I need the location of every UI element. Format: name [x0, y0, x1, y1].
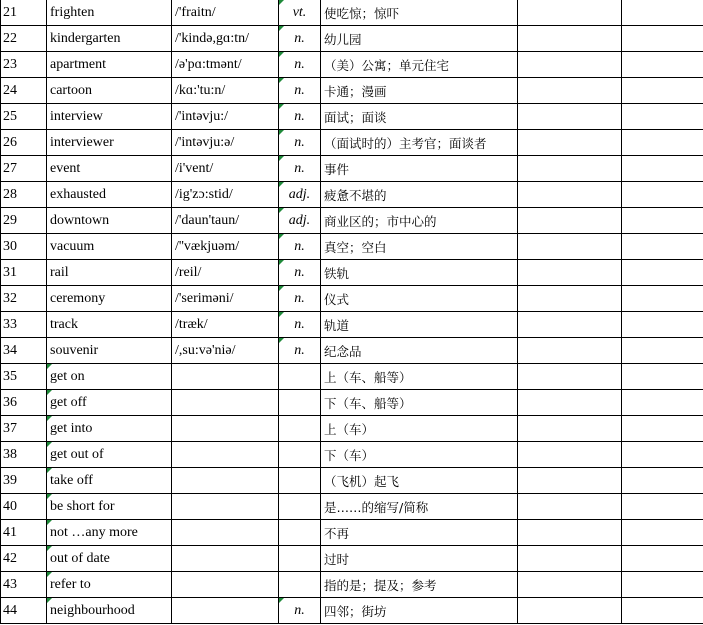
empty-cell[interactable]	[622, 52, 703, 78]
row-number-cell[interactable]: 22	[1, 26, 47, 52]
part-of-speech-cell[interactable]: n.	[279, 286, 321, 312]
word-cell[interactable]: downtown	[47, 208, 172, 234]
table-row	[1, 26, 703, 52]
part-of-speech-cell[interactable]	[279, 390, 321, 416]
empty-cell[interactable]	[518, 52, 622, 78]
empty-cell[interactable]	[622, 26, 703, 52]
empty-cell[interactable]	[622, 286, 703, 312]
empty-cell[interactable]	[518, 26, 622, 52]
word-cell[interactable]: cartoon	[47, 78, 172, 104]
row-number-cell[interactable]: 36	[1, 390, 47, 416]
meaning-cell[interactable]: 面试；面谈	[321, 104, 518, 130]
table-row	[1, 442, 703, 468]
meaning-cell[interactable]: 幼儿园	[321, 26, 518, 52]
empty-cell[interactable]	[518, 260, 622, 286]
table-row	[1, 598, 703, 624]
phonetic-cell[interactable]	[172, 390, 279, 416]
row-number-cell[interactable]: 43	[1, 572, 47, 598]
empty-cell[interactable]	[622, 0, 703, 26]
empty-cell[interactable]	[518, 390, 622, 416]
empty-cell[interactable]	[622, 130, 703, 156]
empty-cell[interactable]	[622, 390, 703, 416]
word-cell[interactable]: be short for	[47, 494, 172, 520]
row-number-cell[interactable]: 32	[1, 286, 47, 312]
part-of-speech-cell[interactable]: n.	[279, 52, 321, 78]
part-of-speech-cell[interactable]	[279, 416, 321, 442]
part-of-speech-cell[interactable]	[279, 572, 321, 598]
table-row	[1, 130, 703, 156]
part-of-speech-cell[interactable]: n.	[279, 78, 321, 104]
word-cell[interactable]: apartment	[47, 52, 172, 78]
empty-cell[interactable]	[518, 338, 622, 364]
empty-cell[interactable]	[518, 208, 622, 234]
row-number-cell[interactable]: 27	[1, 156, 47, 182]
row-number-cell[interactable]: 40	[1, 494, 47, 520]
meaning-cell[interactable]: 疲惫不堪的	[321, 182, 518, 208]
phonetic-cell[interactable]: /'fraitn/	[172, 0, 279, 26]
empty-cell[interactable]	[518, 416, 622, 442]
table-row	[1, 234, 703, 260]
empty-cell[interactable]	[622, 182, 703, 208]
empty-cell[interactable]	[518, 598, 622, 624]
phonetic-cell[interactable]: /ig'zɔ:stid/	[172, 182, 279, 208]
row-number-cell[interactable]: 31	[1, 260, 47, 286]
meaning-cell[interactable]: 纪念品	[321, 338, 518, 364]
meaning-cell[interactable]: 使吃惊；惊吓	[321, 0, 518, 26]
empty-cell[interactable]	[518, 156, 622, 182]
meaning-cell[interactable]: （美）公寓；单元住宅	[321, 52, 518, 78]
row-number-cell[interactable]: 44	[1, 598, 47, 624]
part-of-speech-cell[interactable]: n.	[279, 598, 321, 624]
table-row	[1, 338, 703, 364]
empty-cell[interactable]	[518, 442, 622, 468]
meaning-cell[interactable]: 铁轨	[321, 260, 518, 286]
phonetic-cell[interactable]	[172, 520, 279, 546]
empty-cell[interactable]	[622, 338, 703, 364]
row-number-cell[interactable]: 30	[1, 234, 47, 260]
phonetic-cell[interactable]	[172, 364, 279, 390]
word-cell[interactable]: rail	[47, 260, 172, 286]
table-row	[1, 208, 703, 234]
word-cell[interactable]: interview	[47, 104, 172, 130]
meaning-cell[interactable]: 不再	[321, 520, 518, 546]
meaning-cell[interactable]: 仪式	[321, 286, 518, 312]
meaning-cell[interactable]: 上（车）	[321, 416, 518, 442]
table-row	[1, 494, 703, 520]
meaning-cell[interactable]: 上（车、船等）	[321, 364, 518, 390]
table-row	[1, 520, 703, 546]
word-cell[interactable]: ceremony	[47, 286, 172, 312]
part-of-speech-cell[interactable]: vt.	[279, 0, 321, 26]
part-of-speech-cell[interactable]	[279, 364, 321, 390]
table-row	[1, 156, 703, 182]
empty-cell[interactable]	[518, 546, 622, 572]
word-cell[interactable]: vacuum	[47, 234, 172, 260]
meaning-cell[interactable]: 下（车）	[321, 442, 518, 468]
empty-cell[interactable]	[518, 234, 622, 260]
part-of-speech-cell[interactable]	[279, 494, 321, 520]
row-number-cell[interactable]: 42	[1, 546, 47, 572]
phonetic-cell[interactable]: /ə'pɑ:tmənt/	[172, 52, 279, 78]
meaning-cell[interactable]: 是……的缩写/简称	[321, 494, 518, 520]
row-number-cell[interactable]: 25	[1, 104, 47, 130]
table-row	[1, 546, 703, 572]
empty-cell[interactable]	[518, 0, 622, 26]
meaning-cell[interactable]: 指的是；提及；参考	[321, 572, 518, 598]
empty-cell[interactable]	[622, 468, 703, 494]
word-cell[interactable]: get off	[47, 390, 172, 416]
empty-cell[interactable]	[622, 156, 703, 182]
table-row	[1, 78, 703, 104]
word-cell[interactable]: get on	[47, 364, 172, 390]
phonetic-cell[interactable]: /'intəvju:ə/	[172, 130, 279, 156]
part-of-speech-cell[interactable]: n.	[279, 26, 321, 52]
part-of-speech-cell[interactable]: n.	[279, 130, 321, 156]
phonetic-cell[interactable]: /træk/	[172, 312, 279, 338]
row-number-cell[interactable]: 33	[1, 312, 47, 338]
phonetic-cell[interactable]: /kɑ:'tu:n/	[172, 78, 279, 104]
row-number-cell[interactable]: 23	[1, 52, 47, 78]
empty-cell[interactable]	[622, 78, 703, 104]
table-row	[1, 52, 703, 78]
word-cell[interactable]: exhausted	[47, 182, 172, 208]
meaning-cell[interactable]: 真空；空白	[321, 234, 518, 260]
table-row	[1, 0, 703, 26]
phonetic-cell[interactable]: /'kində,gɑ:tn/	[172, 26, 279, 52]
meaning-cell[interactable]: 卡通；漫画	[321, 78, 518, 104]
empty-cell[interactable]	[622, 416, 703, 442]
word-cell[interactable]: refer to	[47, 572, 172, 598]
phonetic-cell[interactable]	[172, 598, 279, 624]
part-of-speech-cell[interactable]: n.	[279, 312, 321, 338]
empty-cell[interactable]	[518, 286, 622, 312]
empty-cell[interactable]	[518, 182, 622, 208]
word-cell[interactable]: event	[47, 156, 172, 182]
table-row	[1, 390, 703, 416]
phonetic-cell[interactable]: /'seriməni/	[172, 286, 279, 312]
empty-cell[interactable]	[622, 442, 703, 468]
empty-cell[interactable]	[622, 208, 703, 234]
row-number-cell[interactable]: 21	[1, 0, 47, 26]
phonetic-cell[interactable]	[172, 442, 279, 468]
empty-cell[interactable]	[518, 468, 622, 494]
meaning-cell[interactable]: 商业区的；市中心的	[321, 208, 518, 234]
meaning-cell[interactable]: 过时	[321, 546, 518, 572]
word-cell[interactable]: neighbourhood	[47, 598, 172, 624]
table-row	[1, 468, 703, 494]
meaning-cell[interactable]: （面试时的）主考官；面谈者	[321, 130, 518, 156]
row-number-cell[interactable]: 26	[1, 130, 47, 156]
part-of-speech-cell[interactable]: n.	[279, 104, 321, 130]
word-cell[interactable]: souvenir	[47, 338, 172, 364]
phonetic-cell[interactable]	[172, 572, 279, 598]
empty-cell[interactable]	[622, 494, 703, 520]
word-cell[interactable]: track	[47, 312, 172, 338]
part-of-speech-cell[interactable]: n.	[279, 156, 321, 182]
phonetic-cell[interactable]	[172, 494, 279, 520]
part-of-speech-cell[interactable]	[279, 442, 321, 468]
phonetic-cell[interactable]: /reil/	[172, 260, 279, 286]
empty-cell[interactable]	[518, 520, 622, 546]
meaning-cell[interactable]: 轨道	[321, 312, 518, 338]
word-cell[interactable]: take off	[47, 468, 172, 494]
empty-cell[interactable]	[622, 546, 703, 572]
phonetic-cell[interactable]	[172, 416, 279, 442]
part-of-speech-cell[interactable]: n.	[279, 260, 321, 286]
meaning-cell[interactable]: 四邻；街坊	[321, 598, 518, 624]
empty-cell[interactable]	[518, 78, 622, 104]
phonetic-cell[interactable]: /'daun'taun/	[172, 208, 279, 234]
phonetic-cell[interactable]	[172, 546, 279, 572]
row-number-cell[interactable]: 24	[1, 78, 47, 104]
empty-cell[interactable]	[622, 234, 703, 260]
empty-cell[interactable]	[518, 572, 622, 598]
empty-cell[interactable]	[518, 104, 622, 130]
table-row	[1, 182, 703, 208]
word-cell[interactable]: kindergarten	[47, 26, 172, 52]
empty-cell[interactable]	[622, 520, 703, 546]
row-number-cell[interactable]: 35	[1, 364, 47, 390]
table-row	[1, 364, 703, 390]
table-row	[1, 416, 703, 442]
empty-cell[interactable]	[622, 312, 703, 338]
phonetic-cell[interactable]: /i'vent/	[172, 156, 279, 182]
part-of-speech-cell[interactable]: adj.	[279, 208, 321, 234]
part-of-speech-cell[interactable]: adj.	[279, 182, 321, 208]
row-number-cell[interactable]: 34	[1, 338, 47, 364]
word-cell[interactable]: not …any more	[47, 520, 172, 546]
word-cell[interactable]: frighten	[47, 0, 172, 26]
empty-cell[interactable]	[518, 494, 622, 520]
phonetic-cell[interactable]	[172, 468, 279, 494]
table-row	[1, 312, 703, 338]
row-number-cell[interactable]: 37	[1, 416, 47, 442]
table-row	[1, 104, 703, 130]
empty-cell[interactable]	[518, 312, 622, 338]
empty-cell[interactable]	[622, 364, 703, 390]
row-number-cell[interactable]: 41	[1, 520, 47, 546]
table-row	[1, 260, 703, 286]
word-cell[interactable]: get into	[47, 416, 172, 442]
table-row	[1, 286, 703, 312]
meaning-cell[interactable]: 事件	[321, 156, 518, 182]
phonetic-cell[interactable]: /,su:və'niə/	[172, 338, 279, 364]
empty-cell[interactable]	[518, 364, 622, 390]
word-cell[interactable]: out of date	[47, 546, 172, 572]
empty-cell[interactable]	[622, 104, 703, 130]
part-of-speech-cell[interactable]	[279, 546, 321, 572]
part-of-speech-cell[interactable]: n.	[279, 338, 321, 364]
meaning-cell[interactable]: 下（车、船等）	[321, 390, 518, 416]
empty-cell[interactable]	[622, 572, 703, 598]
phonetic-cell[interactable]: /'intəvju:/	[172, 104, 279, 130]
part-of-speech-cell[interactable]	[279, 468, 321, 494]
row-number-cell[interactable]: 28	[1, 182, 47, 208]
table-row	[1, 572, 703, 598]
meaning-cell[interactable]: （飞机）起飞	[321, 468, 518, 494]
empty-cell[interactable]	[622, 598, 703, 624]
part-of-speech-cell[interactable]: n.	[279, 234, 321, 260]
empty-cell[interactable]	[622, 260, 703, 286]
word-cell[interactable]: get out of	[47, 442, 172, 468]
phonetic-cell[interactable]: /''vækjuəm/	[172, 234, 279, 260]
part-of-speech-cell[interactable]	[279, 520, 321, 546]
row-number-cell[interactable]: 39	[1, 468, 47, 494]
row-number-cell[interactable]: 29	[1, 208, 47, 234]
row-number-cell[interactable]: 38	[1, 442, 47, 468]
empty-cell[interactable]	[518, 130, 622, 156]
word-cell[interactable]: interviewer	[47, 130, 172, 156]
